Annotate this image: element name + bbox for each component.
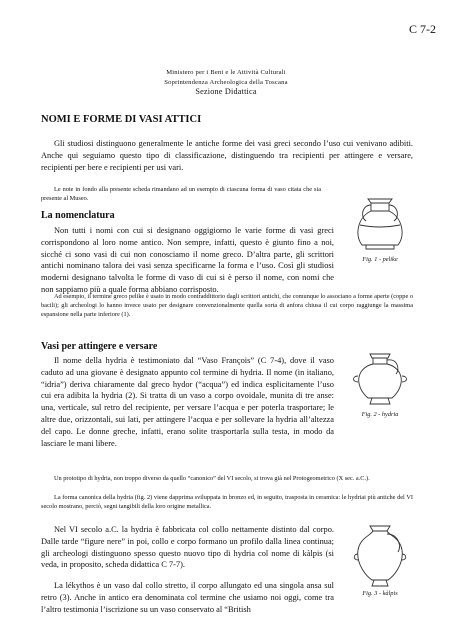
section-nomenclatura-note: Ad esempio, il termine greco pelike è usato in modo contraddittorio dagli scrittori antichi, che comunque lo associano a forme aperte (coppe o bacili); gli archeologi lo hanno invece usato per designare convenzionalmente quella sorta di anfora chiusa il cui corpo raggiunge la massima espansione nella parte inferiore (1). [41, 293, 413, 318]
section-vasi-text: Il nome della hydria è testimoniato dal “Vaso François” (C 7-4), dove il vaso caduto ad una giovane è designato appunto col termine di hydria. Il nome (in italiano, “idria”) deriva chiaramente dal greco hydor (“acqua”) ed indica esplicitamente l’uso cui era adibita la hydria (2). Si tratta di un vaso a corpo ovoidale, munita di tre anse: una, verticale, sul retro del recipiente, per versare l’acqua e per poterla trasportare; le altre due, orizzontali, sui lati, per attingere l’acqua e per sollevare la hydria all’altezza del capo. Le donne greche, infatti, erano solite trasportarla sulla testa, in modo da lasciare le mani libere. [41, 356, 334, 448]
figure-pelike [340, 195, 420, 263]
section-vasi-heading: Vasi per attingere e versare [41, 341, 158, 352]
pelike-drawing [340, 195, 420, 255]
institution-header [0, 68, 452, 97]
figure-hydria [340, 350, 420, 418]
section-nomenclatura-heading: La nomenclatura [41, 210, 115, 221]
section-vasi-note-1: Un prototipo di hydria, non troppo diverso da quello “canonico” del VI secolo, si trova già nel Protogeometrico (X sec. a.C.). [54, 475, 370, 482]
section-nomenclatura-text: Non tutti i nomi con cui si designano oggigiorno le varie forme di vasi greci corrispondono al loro nome antico. Non sempre, infatti, questo è giunto fino a noi, sicché ci sono vasi di cui non conosciamo il nome greco. D’altra parte, gli scrittori antichi nominano talora dei vasi senza specificarne la forma e l’uso. Così gli studiosi moderni designano talvolta le forme di vaso di cui si è perso il nome, con nomi che non sappiamo più a quale forma abbiano corrisposto. [41, 226, 334, 294]
section-vasi-note-2: La forma canonica della hydria (fig. 2) viene dapprima sviluppata in bronzo ed, in seguito, trasposta in ceramica: le hydriai più antiche del VI secolo mostrano, perciò, segni tangibili della loro origine metallica. [41, 494, 413, 510]
section-vasi-text-3: La lékythos è un vaso dal collo stretto, il corpo allungato ed una singola ansa sul retro (3). Anche in antico era denominata col termine che usiamo noi oggi, come tra l’altro testimonia l’iscrizione su un vaso conservato al “British [41, 581, 334, 614]
hydria-drawing [340, 350, 420, 410]
kalpis-drawing [340, 522, 420, 590]
figure-caption-kalpis: Fig. 3 - kàlpis [362, 590, 398, 597]
figure-caption-pelike: Fig. 1 - pelike [362, 256, 398, 263]
figure-caption-hydria: Fig. 2 - hydria [361, 411, 399, 418]
intro-note: Le note in fondo alla presente scheda rimandano ad un esempio di ciascuna forma di vaso citata che sia presente al Museo. [41, 186, 321, 202]
section-vasi-text-2: Nel VI secolo a.C. la hydria è fabbricata col collo nettamente distinto dal corpo. Dalle tarde “figure nere” in poi, collo e corpo formano un profilo dalla linea continua; gli archeologi distinguono spesso questo nuovo tipo di hydria col nome di kàlpis (si veda, in proposito, scheda didattica C 7-7). [41, 525, 334, 570]
figure-kalpis [340, 522, 420, 597]
header-section: Sezione Didattica [195, 87, 257, 96]
page-title: NOMI E FORME DI VASI ATTICI [41, 114, 202, 125]
page-code: C 7-2 [409, 22, 436, 36]
intro-paragraph: Gli studiosi distinguono generalmente le antiche forme dei vasi greci secondo l’uso cui venivano adibiti. Anche qui seguiamo questo tipo di classificazione, distinguendo tra recipienti per attingere e versare, recipienti per bere e recipienti per usi vari. [41, 139, 413, 172]
header-soprintendenza: Soprintendenza Archeologica della Toscana [164, 78, 288, 86]
header-ministry: Ministero per i Beni e le Attività Culturali [166, 69, 286, 76]
